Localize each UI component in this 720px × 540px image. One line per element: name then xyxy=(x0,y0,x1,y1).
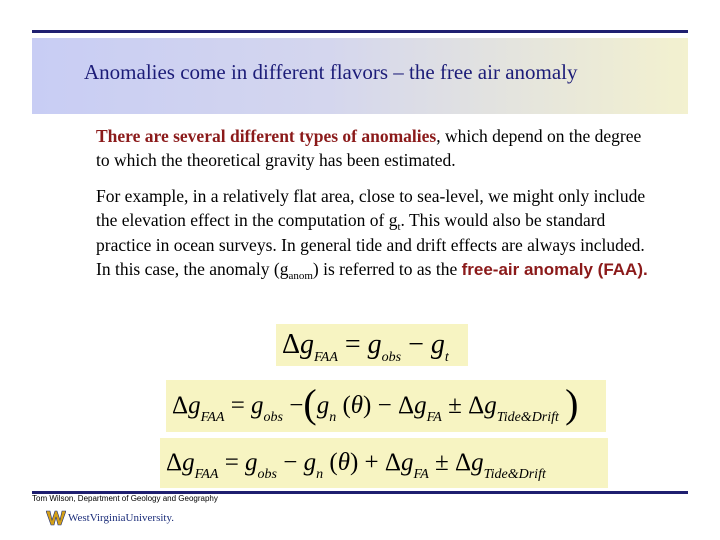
subscript-anom: anom xyxy=(288,270,313,283)
paragraph-1-rest: , which depend on the degree to which the theoretical gravity has been estimated. xyxy=(96,126,642,171)
paragraph-2 xyxy=(96,184,656,283)
paragraph-2-part-2: . This would also be standard practice in ocean surveys. In general tide and drift effects are always included. In this case, the anomaly (g xyxy=(96,210,645,280)
paragraph-2-part-1: For example, in a relatively flat area, close to sea-level, we might only include the elevation effect in the computation of g xyxy=(96,186,646,231)
subscript-t: t xyxy=(397,221,401,234)
slide-title: Anomalies come in different flavors – the free air anomaly xyxy=(84,60,578,84)
top-rule xyxy=(32,30,688,33)
wvu-logo-text: WestVirginiaUniversity. xyxy=(68,512,174,524)
wvu-logo-icon xyxy=(46,510,66,526)
paragraph-1 xyxy=(96,124,656,173)
footer-credit: Tom Wilson, Department of Geology and Geography xyxy=(32,494,218,503)
equation-2: $\Delta g_{FAA} = g_{obs} -(g_n$ $(\theta) - \Delta g_{FA} \pm \Delta g_{Tide\&Drift}$ ) xyxy=(166,380,606,432)
equation-3: $\Delta g_{FAA} = g_{obs} - g_n$ $(\theta) + \Delta g_{FA} \pm \Delta g_{Tide\&Drift}$ xyxy=(160,438,608,488)
equation-1: $\Delta g_{FAA} = g_{obs} - g_t$ xyxy=(276,324,468,366)
paragraph-2-part-3: ) is referred to as the xyxy=(312,259,462,280)
faa-term: free-air anomaly (FAA). xyxy=(461,260,648,280)
highlight-text: There are several different types of anomalies xyxy=(96,126,437,146)
wvu-logo xyxy=(46,506,174,530)
